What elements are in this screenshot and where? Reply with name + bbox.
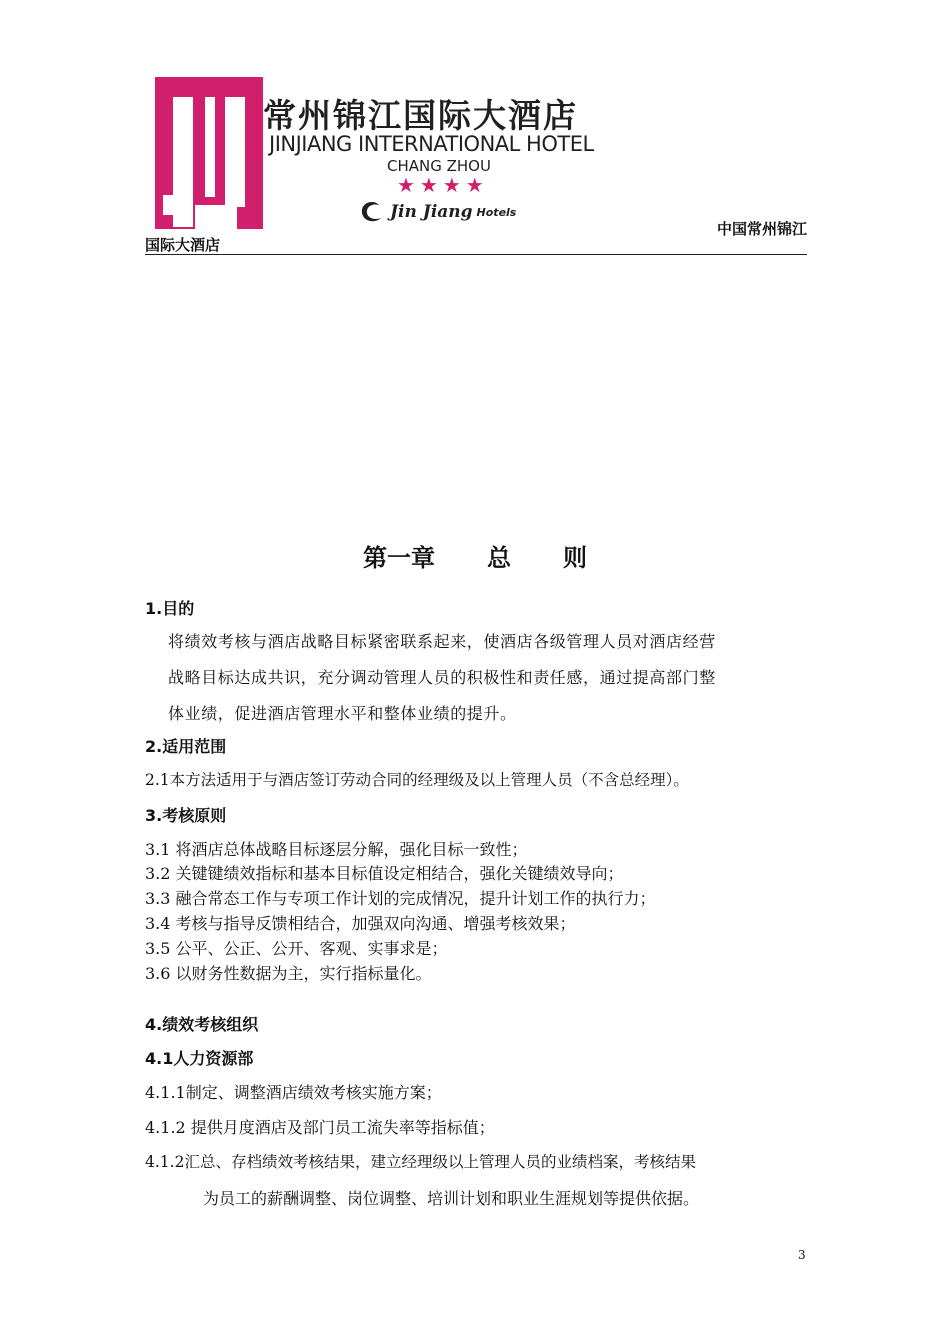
list-item: 3.6 以财务性数据为主，实行指标量化。 [145,964,432,983]
chapter-number: 第一章 [363,544,435,572]
brand-suffix: Hotels [476,205,517,219]
list-item: 4.1.2 提供月度酒店及部门员工流失率等指标值； [145,1118,495,1137]
list-item: 4.1.1制定、调整酒店绩效考核实施方案； [145,1083,442,1102]
paragraph-line: 战略目标达成共识，充分调动管理人员的积极性和责任感，通过提高部门整 [168,668,716,687]
logo-chinese-name: 常州锦江国际大酒店 [263,96,578,135]
jinjiang-brand [359,200,516,224]
jinjiang-swirl-icon [359,200,385,224]
header-left-text: 国际大酒店 [145,236,221,254]
list-item: 3.5 公平、公正、公开、客观、实事求是； [145,939,448,958]
list-item: 4.1.2汇总、存档绩效考核结果，建立经理级以上管理人员的业绩档案，考核结果 [145,1153,696,1171]
list-item: 3.1 将酒店总体战略目标逐层分解，强化目标一致性； [145,840,528,859]
page-header [145,70,807,256]
logo-city: CHANG ZHOU [387,157,491,175]
header-right-text: 中国常州锦江 [716,220,807,238]
page-number: 3 [798,1248,806,1262]
paragraph-line: 为员工的薪酬调整、岗位调整、培训计划和职业生涯规划等提供依据。 [203,1189,700,1208]
hotel-logo-mark [155,77,263,229]
chapter-title-word-1: 总 [487,544,511,572]
section-heading-scope: 2.适用范围 [145,737,227,756]
paragraph-line: 2.1本方法适用于与酒店签订劳动合同的经理级及以上管理人员（不含总经理）。 [145,771,689,789]
paragraph-line: 将绩效考核与酒店战略目标紧密联系起来，使酒店各级管理人员对酒店经营 [168,632,716,651]
header-divider [145,254,807,255]
paragraph-line: 体业绩，促进酒店管理水平和整体业绩的提升。 [168,704,517,723]
section-heading-principles: 3.考核原则 [145,806,227,825]
subsection-heading-hr: 4.1人力资源部 [145,1049,254,1068]
list-item: 3.4 考核与指导反馈相结合，加强双向沟通、增强考核效果； [145,914,576,933]
section-heading-organization: 4.绩效考核组织 [145,1015,259,1034]
logo-english-name: JINJIANG INTERNATIONAL HOTEL [269,132,594,156]
chapter-title-word-2: 则 [563,544,587,572]
chapter-title [0,538,950,573]
list-item: 3.2 关键键绩效指标和基本目标值设定相结合，强化关键绩效导向； [145,864,624,883]
list-item: 3.3 融合常态工作与专项工作计划的完成情况，提升计划工作的执行力； [145,889,656,908]
star-rating: ★★★★ [397,173,489,197]
brand-name: Jin Jiang [390,202,473,222]
section-heading-purpose: 1.目的 [145,599,195,618]
